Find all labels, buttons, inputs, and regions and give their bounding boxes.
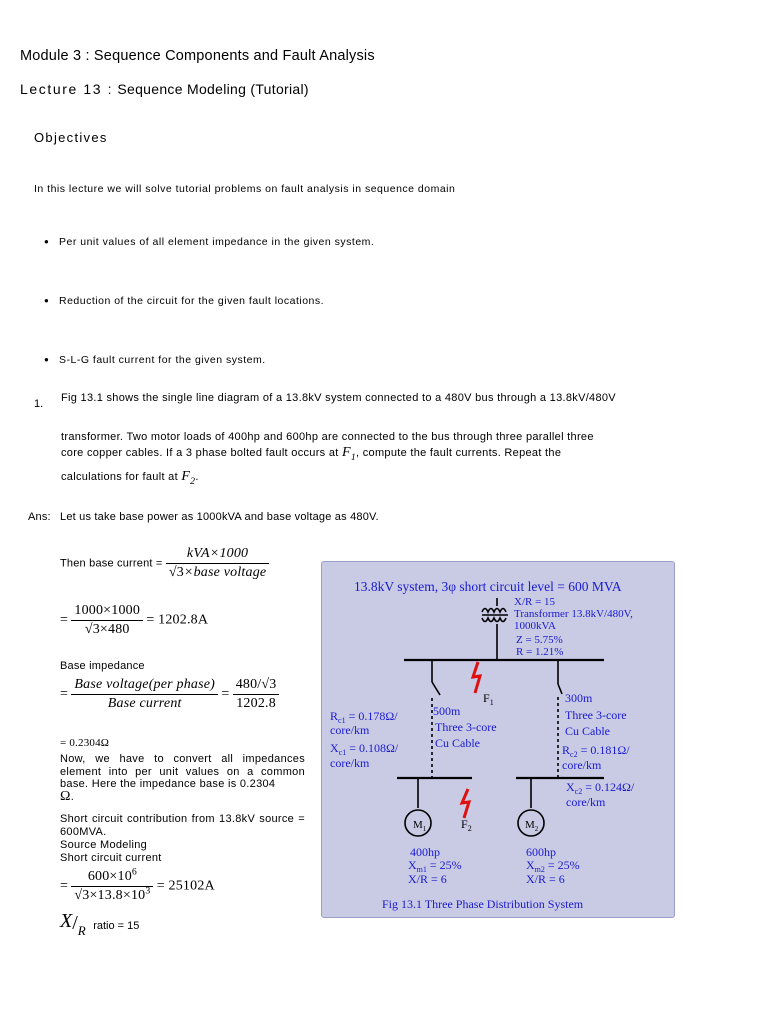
left-cable-material: Cu Cable	[435, 736, 480, 750]
transformer-xr: X/R = 15	[514, 596, 556, 608]
base-impedance-result: = 0.2304Ω	[60, 737, 110, 749]
problem-text-fragment: .	[195, 471, 199, 483]
answer-label: Ans:	[28, 511, 51, 523]
base-impedance-label: Base impedance	[60, 660, 145, 672]
answer-text: Let us take base power as 1000kVA and base voltage as 480V.	[60, 511, 379, 523]
objective-bullet	[44, 354, 266, 366]
fault-f2-bolt	[462, 789, 469, 818]
rc2-unit: core/km	[562, 758, 602, 772]
sc-contribution-text: Short circuit contribution from 13.8kV source = 600MVA.	[60, 813, 305, 838]
problem-number: 1.	[34, 398, 44, 410]
problem-text-line2: transformer. Two motor loads of 400hp and 600hp are connected to the bus through three parallel three	[61, 431, 594, 443]
m2-hp: 600hp	[526, 845, 556, 859]
f2-label: $F_2$	[461, 817, 472, 833]
base-impedance-fraction: $\frac{\text{Base voltage(per phase)}}{\text{Base current}}$	[71, 677, 218, 712]
sc-current-fraction: $\frac{600\times 10^6}{√3\times 13.8\times 10^3}$	[71, 869, 153, 904]
source-modeling-heading: Source Modeling	[60, 839, 148, 851]
fault-f1-bolt	[473, 662, 480, 693]
base-current-result: = 1202.8A	[146, 612, 209, 628]
base-impedance-value-fraction: $\frac{480/√3}{1202.8}$	[233, 677, 280, 712]
left-cable-length: 500m	[433, 704, 461, 718]
objectives-intro: In this lecture we will solve tutorial problems on fault analysis in sequence domain	[34, 183, 456, 195]
right-cable-length: 300m	[565, 691, 593, 705]
transformer-name: Transformer 13.8kV/480V,	[514, 608, 633, 620]
right-cable-type: Three 3-core	[565, 708, 627, 722]
fault-f1-symbol: $F_1$	[341, 445, 357, 463]
objectives-heading: Objectives	[34, 130, 108, 145]
base-impedance-equation: = $\frac{\text{Base voltage(per phase)}}{\text{Base current}}$ = $\frac{480/√3}{1202.8}$	[60, 677, 310, 712]
module-title: Module 3 : Sequence Components and Fault Analysis	[20, 48, 375, 64]
bullet-icon: ●	[44, 237, 50, 246]
left-breaker-switch	[432, 682, 440, 695]
problem-text-fragment: calculations for fault at	[61, 471, 178, 483]
transformer-secondary-coil	[482, 618, 506, 622]
m1-reactance: $X_{m1} = 25\%$	[408, 858, 462, 874]
lecture-title	[20, 81, 309, 97]
m2-label: $M_2$	[525, 819, 539, 833]
base-current-label: Then base current =	[60, 557, 163, 570]
xr-ratio: $X/_R$ ratio = 15	[60, 910, 140, 938]
rc1-label: $R_{c1} = 0.178\Omega/$	[330, 709, 398, 725]
rc1-unit: core/km	[330, 723, 370, 737]
m2-xr: X/R = 6	[526, 872, 565, 886]
problem-text-fragment: , compute the fault currents. Repeat the	[356, 447, 562, 459]
objective-bullet	[44, 295, 324, 307]
base-current-equation	[60, 546, 310, 581]
fault-f2-symbol: $F_2$	[181, 469, 196, 487]
answer-line	[28, 511, 379, 523]
single-line-diagram	[321, 561, 675, 918]
figure-caption: Fig 13.1 Three Phase Distribution System	[382, 897, 584, 911]
m1-xr: X/R = 6	[408, 872, 447, 886]
base-current-value-equation: = $\frac{1000\times 1000}{√3\times 480}$ = 1202.8A	[60, 603, 209, 637]
lecture-label: Lecture 13 :	[20, 81, 114, 97]
transformer-r: R = 1.21%	[516, 646, 564, 658]
left-cable-type: Three 3-core	[435, 720, 497, 734]
sc-current-equation: = $\frac{600\times 10^6}{√3\times 13.8\times 10^3}$ = 25102A	[60, 866, 215, 903]
f1-label: $F_1$	[483, 691, 494, 707]
figure-title: 13.8kV system, 3φ short circuit level = 600 MVA	[354, 579, 622, 594]
bullet-icon: ●	[44, 355, 50, 364]
sc-current-result: = 25102A	[156, 878, 215, 894]
transformer-rating: 1000kVA	[514, 620, 556, 632]
bullet-text: Reduction of the circuit for the given fault locations.	[59, 295, 325, 307]
problem-text-line4	[61, 469, 673, 485]
problem-text-line1: Fig 13.1 shows the single line diagram of a 13.8kV system connected to a 480V bus through a 13.8kV/480V	[61, 392, 616, 404]
right-cable-material: Cu Cable	[565, 724, 610, 738]
m1-hp: 400hp	[410, 845, 440, 859]
xc2-unit: core/km	[566, 795, 606, 809]
rc2-label: $R_{c2} = 0.181\Omega/$	[562, 743, 630, 759]
problem-text-line3	[61, 445, 673, 461]
transformer-primary-coil	[482, 609, 506, 613]
convert-paragraph: Now, we have to convert all impedances element into per unit values on a common base. Here the impedance base is 0.2304 Ω.	[60, 753, 305, 804]
transformer-z: Z = 5.75%	[516, 634, 563, 646]
m2-reactance: $X_{m2} = 25\%$	[526, 858, 580, 874]
sc-current-label: Short circuit current	[60, 852, 162, 864]
base-current-value-fraction: $\frac{1000\times 1000}{√3\times 480}$	[71, 603, 143, 638]
bullet-icon: ●	[44, 296, 50, 305]
xc2-label: $X_{c2} = 0.124\Omega/$	[566, 780, 635, 796]
problem-text-fragment: core copper cables. If a 3 phase bolted fault occurs at	[61, 447, 339, 459]
m1-label: $M_1$	[413, 819, 427, 833]
xc1-unit: core/km	[330, 756, 370, 770]
objective-bullet	[44, 236, 374, 248]
bullet-text: S-L-G fault current for the given system.	[59, 354, 266, 366]
base-current-fraction: $\frac{\text{kVA×1000}}{\text{√3×base voltage}}$	[166, 546, 270, 581]
bullet-text: Per unit values of all element impedance in the given system.	[59, 236, 375, 248]
lecture-name: Sequence Modeling (Tutorial)	[117, 81, 309, 97]
xc1-label: $X_{c1} = 0.108\Omega/$	[330, 741, 399, 757]
right-breaker-switch	[558, 684, 562, 694]
